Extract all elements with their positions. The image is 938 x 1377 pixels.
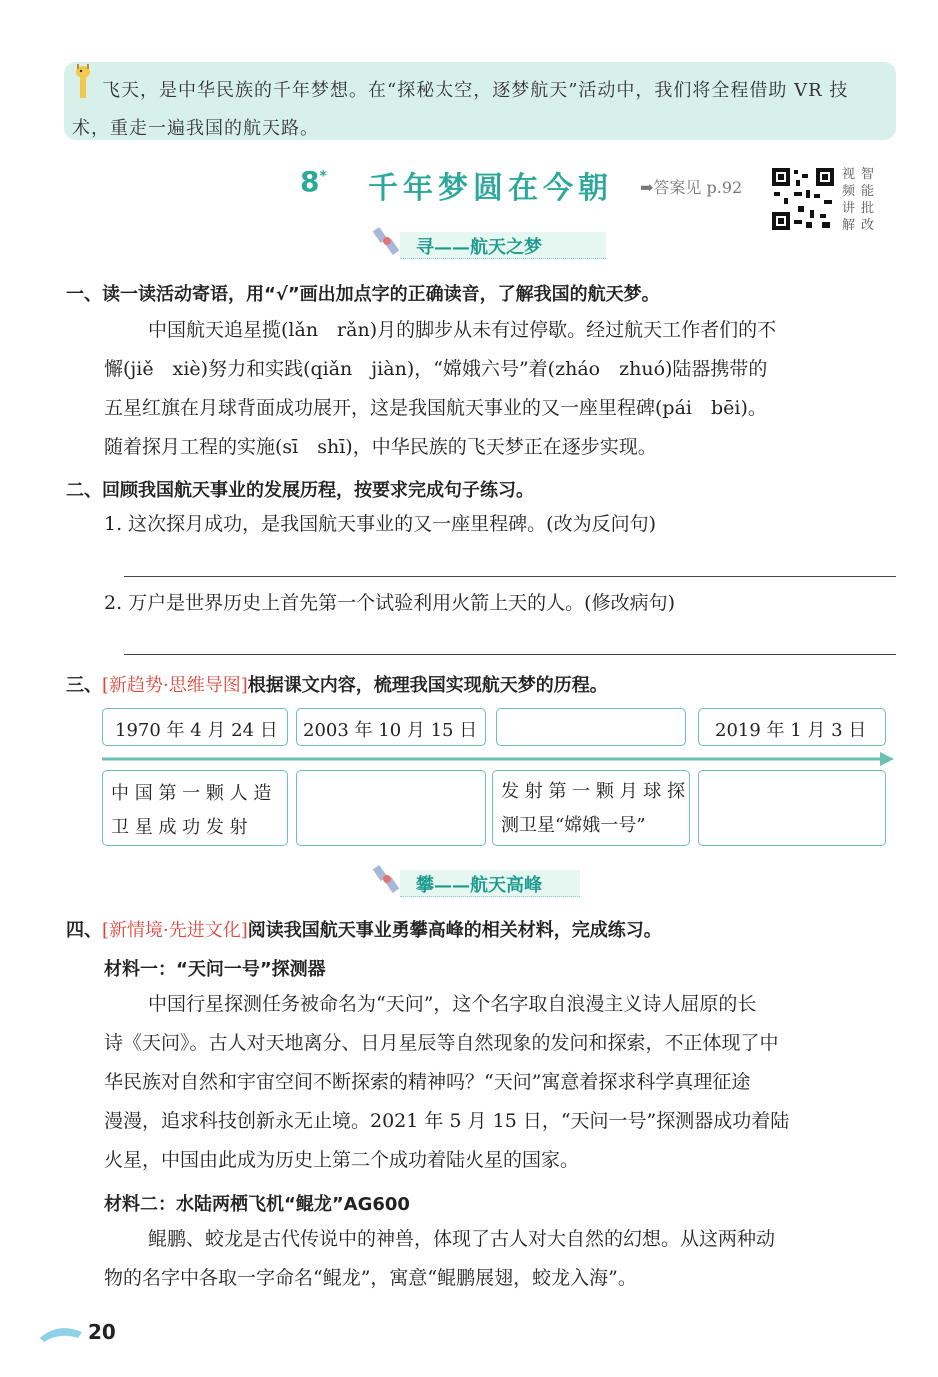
lesson-star: * (319, 168, 327, 185)
question-4-label: 四、[新情境·先进文化]阅读我国航天事业勇攀高峰的相关材料，完成练习。 (66, 920, 662, 941)
question-3-tag: [新趋势·思维导图] (102, 675, 248, 696)
question-2-item-1: 1. 这次探月成功，是我国航天事业的又一座里程碑。(改为反问句) (104, 513, 656, 535)
event-text: 卫 星 成 功 发 射 (111, 817, 248, 838)
material-line: 火星，中国由此成为历史上第二个成功着陆火星的国家。 (104, 1149, 580, 1171)
qr-label-video: 视频讲解 (842, 167, 856, 233)
qr-side-label (842, 166, 878, 234)
material-line: 中国行星探测任务被命名为“天问”，这个名字取自浪漫主义诗人屈原的长 (148, 993, 757, 1015)
passage-line: 随着探月工程的实施(sī shī)，中华民族的飞天梦正在逐步实现。 (104, 436, 657, 458)
section2-heading: 攀——航天高峰 (416, 875, 542, 896)
material-2-title: 材料二：水陆两栖飞机“鲲龙”AG600 (104, 1194, 410, 1215)
giraffe-icon (68, 62, 98, 102)
answer-reference: ➡答案见 p.92 (640, 178, 743, 197)
question-2-item-2: 2. 万户是世界历史上首先第一个试验利用火箭上天的人。(修改病句) (104, 592, 675, 614)
passage-line: 中国航天追星揽(lǎn rǎn)月的脚步从未有过停歇。经过航天工作者们的不 (148, 319, 777, 341)
event-text: 中 国 第 一 颗 人 造 (111, 783, 272, 804)
intro-text (72, 72, 892, 148)
section1-heading: 寻——航天之梦 (416, 237, 542, 258)
timeline-event-4-blank[interactable] (698, 770, 886, 846)
page-number: 20 (88, 1320, 116, 1344)
timeline-date-4: 2019 年 1 月 3 日 (698, 708, 886, 746)
material-line: 物的名字中各取一字命名“鲲龙”，寓意“鲲鹏展翅，蛟龙入海”。 (104, 1267, 637, 1289)
timeline-arrow (102, 750, 894, 768)
timeline-event-3 (492, 770, 690, 846)
timeline-date-3-blank[interactable] (496, 708, 686, 746)
question-2-label: 二、回顾我国航天事业的发展历程，按要求完成句子练习。 (66, 480, 534, 501)
page-title: 千年梦圆在今朝 (368, 171, 613, 206)
material-1-title: 材料一：“天问一号”探测器 (104, 959, 326, 980)
question-4-tag: [新情境·先进文化] (102, 920, 248, 941)
satellite-icon (372, 224, 402, 258)
question-1-passage (104, 311, 904, 467)
material-line: 华民族对自然和宇宙空间不断探索的精神吗？“天问”寓意着探求科学真理征途 (104, 1071, 751, 1093)
satellite-icon (372, 862, 402, 896)
material-line: 诗《天问》。古人对天地离分、日月星辰等自然现象的发问和探索，不正体现了中 (104, 1032, 779, 1054)
event-text: 发 射 第 一 颗 月 球 探 (501, 781, 686, 802)
material-line: 鲲鹏、蛟龙是古代传说中的神兽，体现了古人对大自然的幻想。从这两种动 (148, 1228, 776, 1250)
question-3-label: 三、[新趋势·思维导图]根据课文内容，梳理我国实现航天梦的历程。 (66, 675, 608, 696)
material-line: 漫漫，追求科技创新永无止境。2021 年 5 月 15 日，“天问一号”探测器成功着陆 (104, 1110, 790, 1132)
qr-label-grading: 智能批改 (861, 167, 875, 233)
question-1-label: 一、读一读活动寄语，用“√”画出加点字的正确读音，了解我国的航天梦。 (66, 284, 660, 305)
timeline-event-2-blank[interactable] (296, 770, 486, 846)
passage-line: 懈(jiě xiè)努力和实践(qiǎn jiàn)，“嫦娥六号”着(zháo zhuó)陆器携带的 (104, 358, 768, 380)
intro-line-2: 术，重走一遍我国的航天路。 (72, 118, 319, 139)
timeline-date-1: 1970 年 4 月 24 日 (102, 708, 288, 746)
timeline-event-1 (102, 770, 288, 846)
qr-code-icon[interactable] (770, 166, 836, 232)
answer-line-2[interactable] (124, 654, 896, 655)
answer-line-1[interactable] (124, 576, 896, 577)
timeline-date-2: 2003 年 10 月 15 日 (296, 708, 486, 746)
intro-line-1: 飞天，是中华民族的千年梦想。在“探秘太空，逐梦航天”活动中，我们将全程借助 VR 技 (102, 80, 849, 101)
passage-line: 五星红旗在月球背面成功展开，这是我国航天事业的又一座里程碑(pái bēi)。 (104, 397, 767, 419)
material-1-text (104, 985, 904, 1180)
material-2-text (104, 1220, 904, 1298)
lesson-number: 8* (300, 165, 327, 198)
event-text: 测卫星“嫦娥一号” (501, 815, 646, 836)
